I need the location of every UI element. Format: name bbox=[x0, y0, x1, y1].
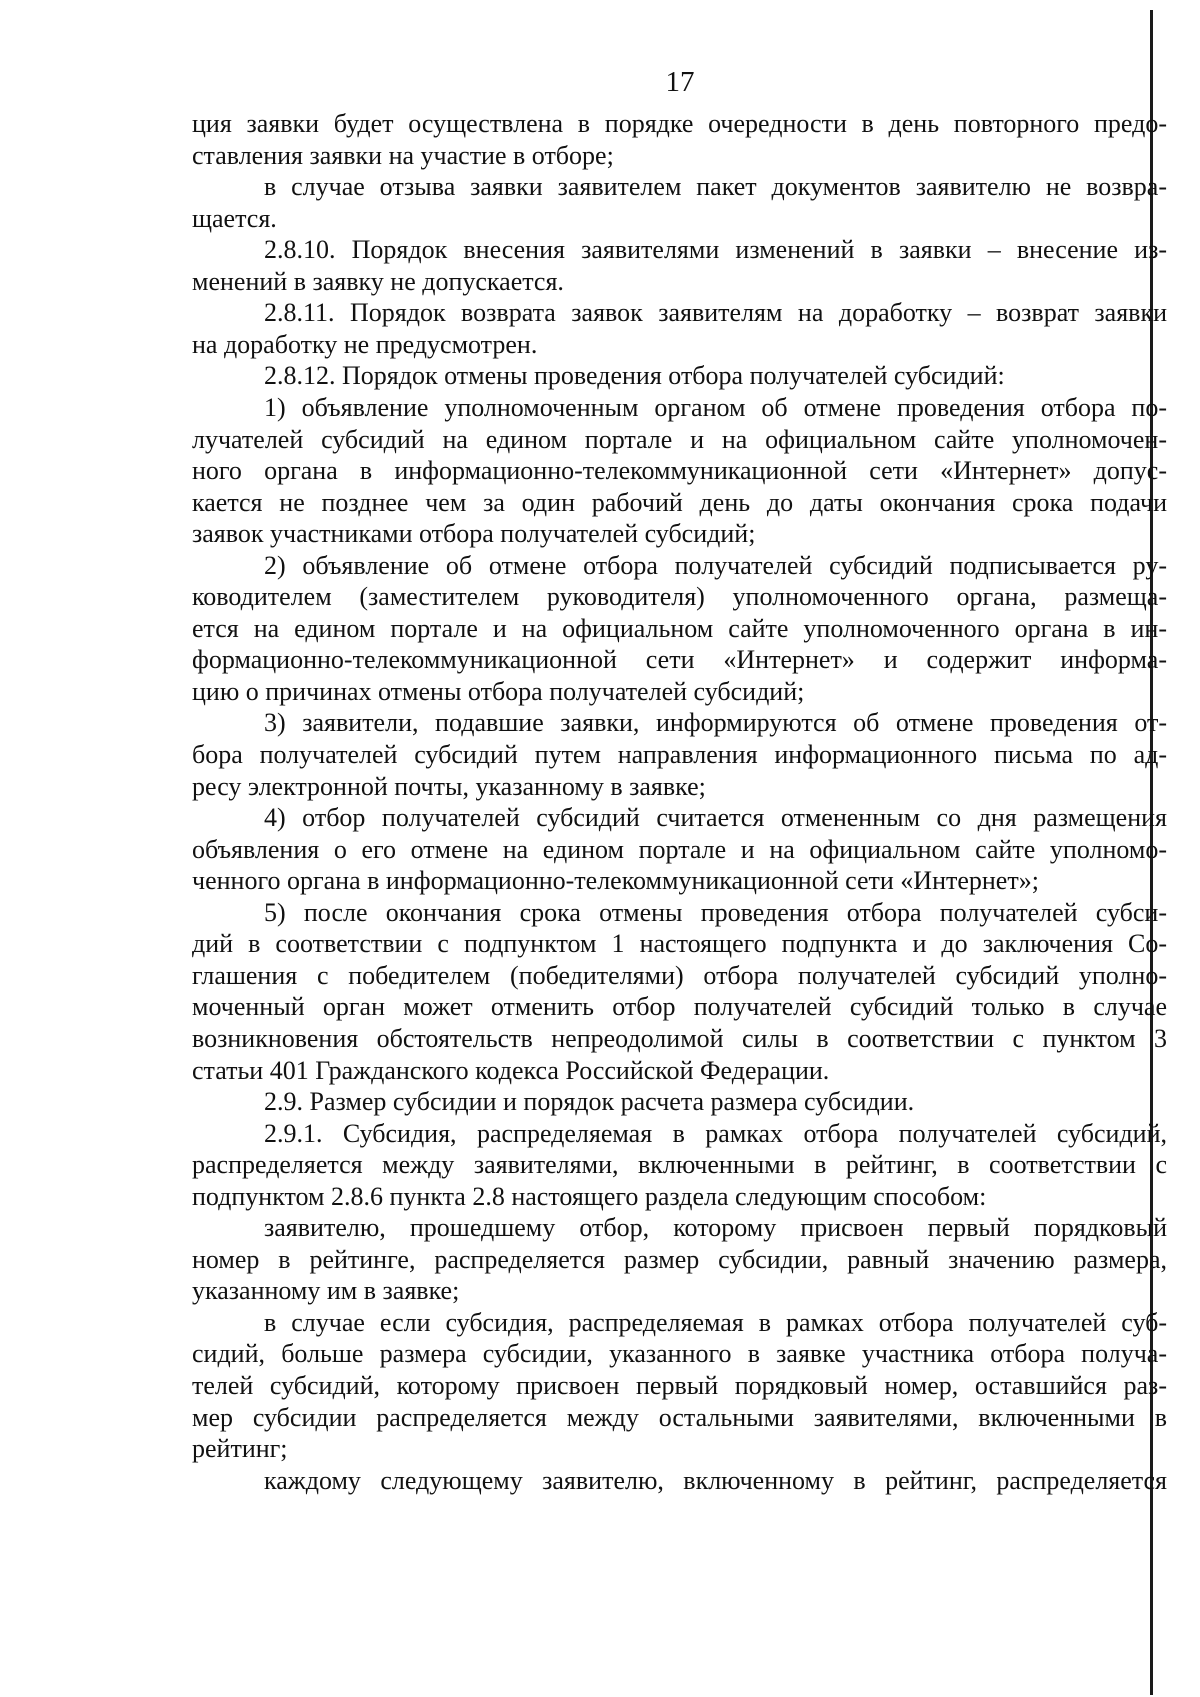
text-line: ченного органа в информационно-телекоммуникационной сети «Интернет»; bbox=[192, 866, 1039, 895]
text-line: 2.9.1. Субсидия, распределяемая в рамках отбора получателей субсидий, bbox=[264, 1119, 1167, 1148]
text-line: лучателей субсидий на едином портале и на официальном сайте уполномочен- bbox=[192, 425, 1167, 454]
text-line: на доработку не предусмотрен. bbox=[192, 330, 538, 359]
text-line: 2.8.11. Порядок возврата заявок заявителям на доработку – возврат заявки bbox=[264, 298, 1167, 327]
text-line: 4) отбор получателей субсидий считается отмененным со дня размещения bbox=[264, 803, 1167, 832]
text-line: 2) объявление об отмене отбора получателей субсидий подписывается ру- bbox=[264, 551, 1167, 580]
text-line: 3) заявители, подавшие заявки, информируются об отмене проведения от- bbox=[264, 708, 1167, 737]
text-line: менений в заявку не допускается. bbox=[192, 267, 564, 296]
text-line: подпунктом 2.8.6 пункта 2.8 настоящего раздела следующим способом: bbox=[192, 1182, 987, 1211]
text-line: ного органа в информационно-телекоммуникационной сети «Интернет» допус- bbox=[192, 456, 1167, 485]
text-line: в случае отзыва заявки заявителем пакет документов заявителю не возвра- bbox=[264, 172, 1167, 201]
text-line: цию о причинах отмены отбора получателей субсидий; bbox=[192, 677, 805, 706]
text-line: ставления заявки на участие в отборе; bbox=[192, 141, 614, 170]
text-line: ресу электронной почты, указанному в заявке; bbox=[192, 772, 706, 801]
text-line: каждому следующему заявителю, включенному в рейтинг, распределяется bbox=[264, 1466, 1167, 1495]
text-line: указанному им в заявке; bbox=[192, 1276, 460, 1305]
page-number: 17 bbox=[665, 66, 695, 98]
text-line: распределяется между заявителями, включенными в рейтинг, в соответствии с bbox=[192, 1150, 1167, 1179]
text-line: формационно-телекоммуникационной сети «Интернет» и содержит информа- bbox=[192, 645, 1167, 674]
text-line: рейтинг; bbox=[192, 1434, 288, 1463]
text-line: возникновения обстоятельств непреодолимой силы в соответствии с пунктом 3 bbox=[192, 1024, 1167, 1053]
text-line: 2.8.12. Порядок отмены проведения отбора получателей субсидий: bbox=[264, 361, 1005, 390]
text-line: объявления о его отмене на едином портале и на официальном сайте уполномо- bbox=[192, 835, 1167, 864]
text-line: статьи 401 Гражданского кодекса Российской Федерации. bbox=[192, 1056, 830, 1085]
text-line: мер субсидии распределяется между остальными заявителями, включенными в bbox=[192, 1403, 1167, 1432]
text-line: заявок участниками отбора получателей субсидий; bbox=[192, 519, 756, 548]
text-line: 2.8.10. Порядок внесения заявителями изменений в заявки – внесение из- bbox=[264, 235, 1167, 264]
text-line: дий в соответствии с подпунктом 1 настоящего подпункта и до заключения Со- bbox=[192, 929, 1167, 958]
text-line: заявителю, прошедшему отбор, которому присвоен первый порядковый bbox=[264, 1213, 1167, 1242]
text-line: 2.9. Размер субсидии и порядок расчета размера субсидии. bbox=[264, 1087, 915, 1116]
text-line: ция заявки будет осуществлена в порядке очередности в день повторного предо- bbox=[192, 109, 1167, 138]
text-line: моченный орган может отменить отбор получателей субсидий только в случае bbox=[192, 992, 1167, 1021]
text-line: щается. bbox=[192, 204, 277, 233]
text-line: бора получателей субсидий путем направления информационного письма по ад- bbox=[192, 740, 1167, 769]
text-line: ется на едином портале и на официальном сайте уполномоченного органа в ин- bbox=[192, 614, 1167, 643]
text-line: ководителем (заместителем руководителя) уполномоченного органа, размеща- bbox=[192, 582, 1167, 611]
text-line: глашения с победителем (победителями) отбора получателей субсидий уполно- bbox=[192, 961, 1167, 990]
text-line: телей субсидий, которому присвоен первый порядковый номер, оставшийся раз- bbox=[192, 1371, 1167, 1400]
text-line: 1) объявление уполномоченным органом об отмене проведения отбора по- bbox=[264, 393, 1167, 422]
text-line: кается не позднее чем за один рабочий день до даты окончания срока подачи bbox=[192, 488, 1167, 517]
text-line: в случае если субсидия, распределяемая в рамках отбора получателей суб- bbox=[264, 1308, 1167, 1337]
text-line: 5) после окончания срока отмены проведения отбора получателей субси- bbox=[264, 898, 1167, 927]
text-line: сидий, больше размера субсидии, указанного в заявке участника отбора получа- bbox=[192, 1339, 1167, 1368]
text-line: номер в рейтинге, распределяется размер субсидии, равный значению размера, bbox=[192, 1245, 1167, 1274]
